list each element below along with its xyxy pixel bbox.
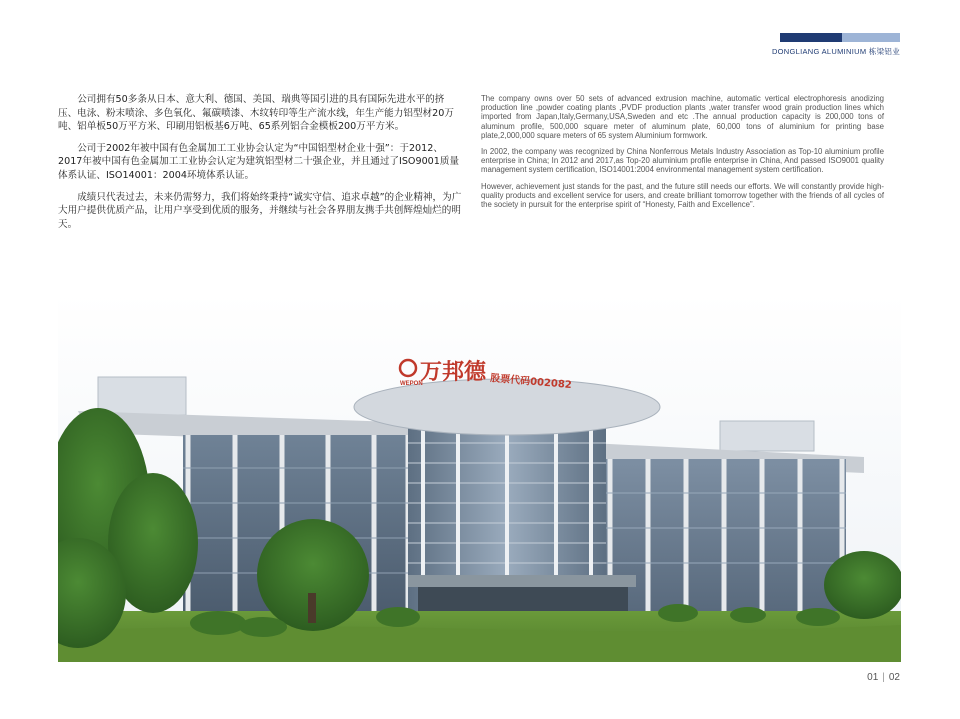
page-numbers	[867, 672, 900, 683]
page-separator: |	[882, 672, 885, 683]
chinese-text-column	[58, 93, 462, 239]
english-paragraph-1: The company owns over 50 sets of advanced extrusion machine, automatic vertical electrophoresis anodizing production line ,powder coating plants ,PVDF production plants ,water transfer wood grain production lines which imported from Japan,Italy,Germany,USA,Sweden and etc .The annual production capacity is 200,000 tons of aluminum profile, 500,000 square meter of aluminum plate, 60,000 tons of aluminium for printing base plate,2,000,000 square meters of 65 system Aluminium formwork.	[481, 94, 884, 140]
sign-stock-code: 股票代码002082	[489, 373, 573, 392]
headquarters-building-photo	[58, 293, 901, 662]
header-accent-bar	[780, 33, 900, 42]
english-paragraph-2: In 2002, the company was recognized by China Nonferrous Metals Industry Association as Top-10 aluminium profile enterprise in China; In 2012 and 2017,as Top-20 aluminium profile enterprise in China, And passed ISO9001 quality management system certification, ISO14001:2004 environmental management system certification.	[481, 147, 884, 175]
sign-company-name: 万邦德	[420, 360, 487, 385]
english-text-column	[481, 94, 884, 216]
header-bar-dark	[780, 33, 842, 42]
chinese-paragraph-2: 公司于2002年被中国有色金属加工工业协会认定为“中国铝型材企业十强”：于2012、2017年被中国有色金属加工工业协会认定为建筑铝型材二十强企业，并且通过了ISO9001质量体系认证、ISO14001：2004环境体系认证。	[58, 142, 460, 181]
brand-name: DONGLIANG ALUMINIUM 栋梁铝业	[771, 47, 900, 56]
header-bar-light	[842, 33, 900, 42]
sign-logo-text: WEPON	[400, 381, 423, 387]
english-paragraph-3: However, achievement just stands for the past, and the future still needs our efforts. We will constantly provide high-quality products and excellent service for users, and create brilliant tomorrow together with the friends of all cycles of the society in pursuit for the enterprise spirit of “Honesty, Faith and Excellence”.	[481, 181, 884, 210]
chinese-paragraph-3: 成绩只代表过去，未来仍需努力，我们将始终秉持“诚实守信、追求卓越”的企业精神，为广大用户提供优质产品，让用户享受到优质的服务，并继续与社会各界朋友携手共创辉煌灿烂的明天。	[58, 191, 462, 230]
chinese-paragraph-1: 公司拥有50多条从日本、意大利、德国、美国、瑞典等国引进的具有国际先进水平的挤压、电泳、粉末喷涂、多色氧化、氟碳喷漆、木纹转印等生产流水线，年生产能力铝型材20万吨、铝单板50万平方米、印刷用铝板基6万吨、65系列铝合金模板200万平方米。	[58, 94, 454, 133]
page-number-left: 01	[867, 672, 879, 683]
page-number-right: 02	[888, 672, 900, 683]
